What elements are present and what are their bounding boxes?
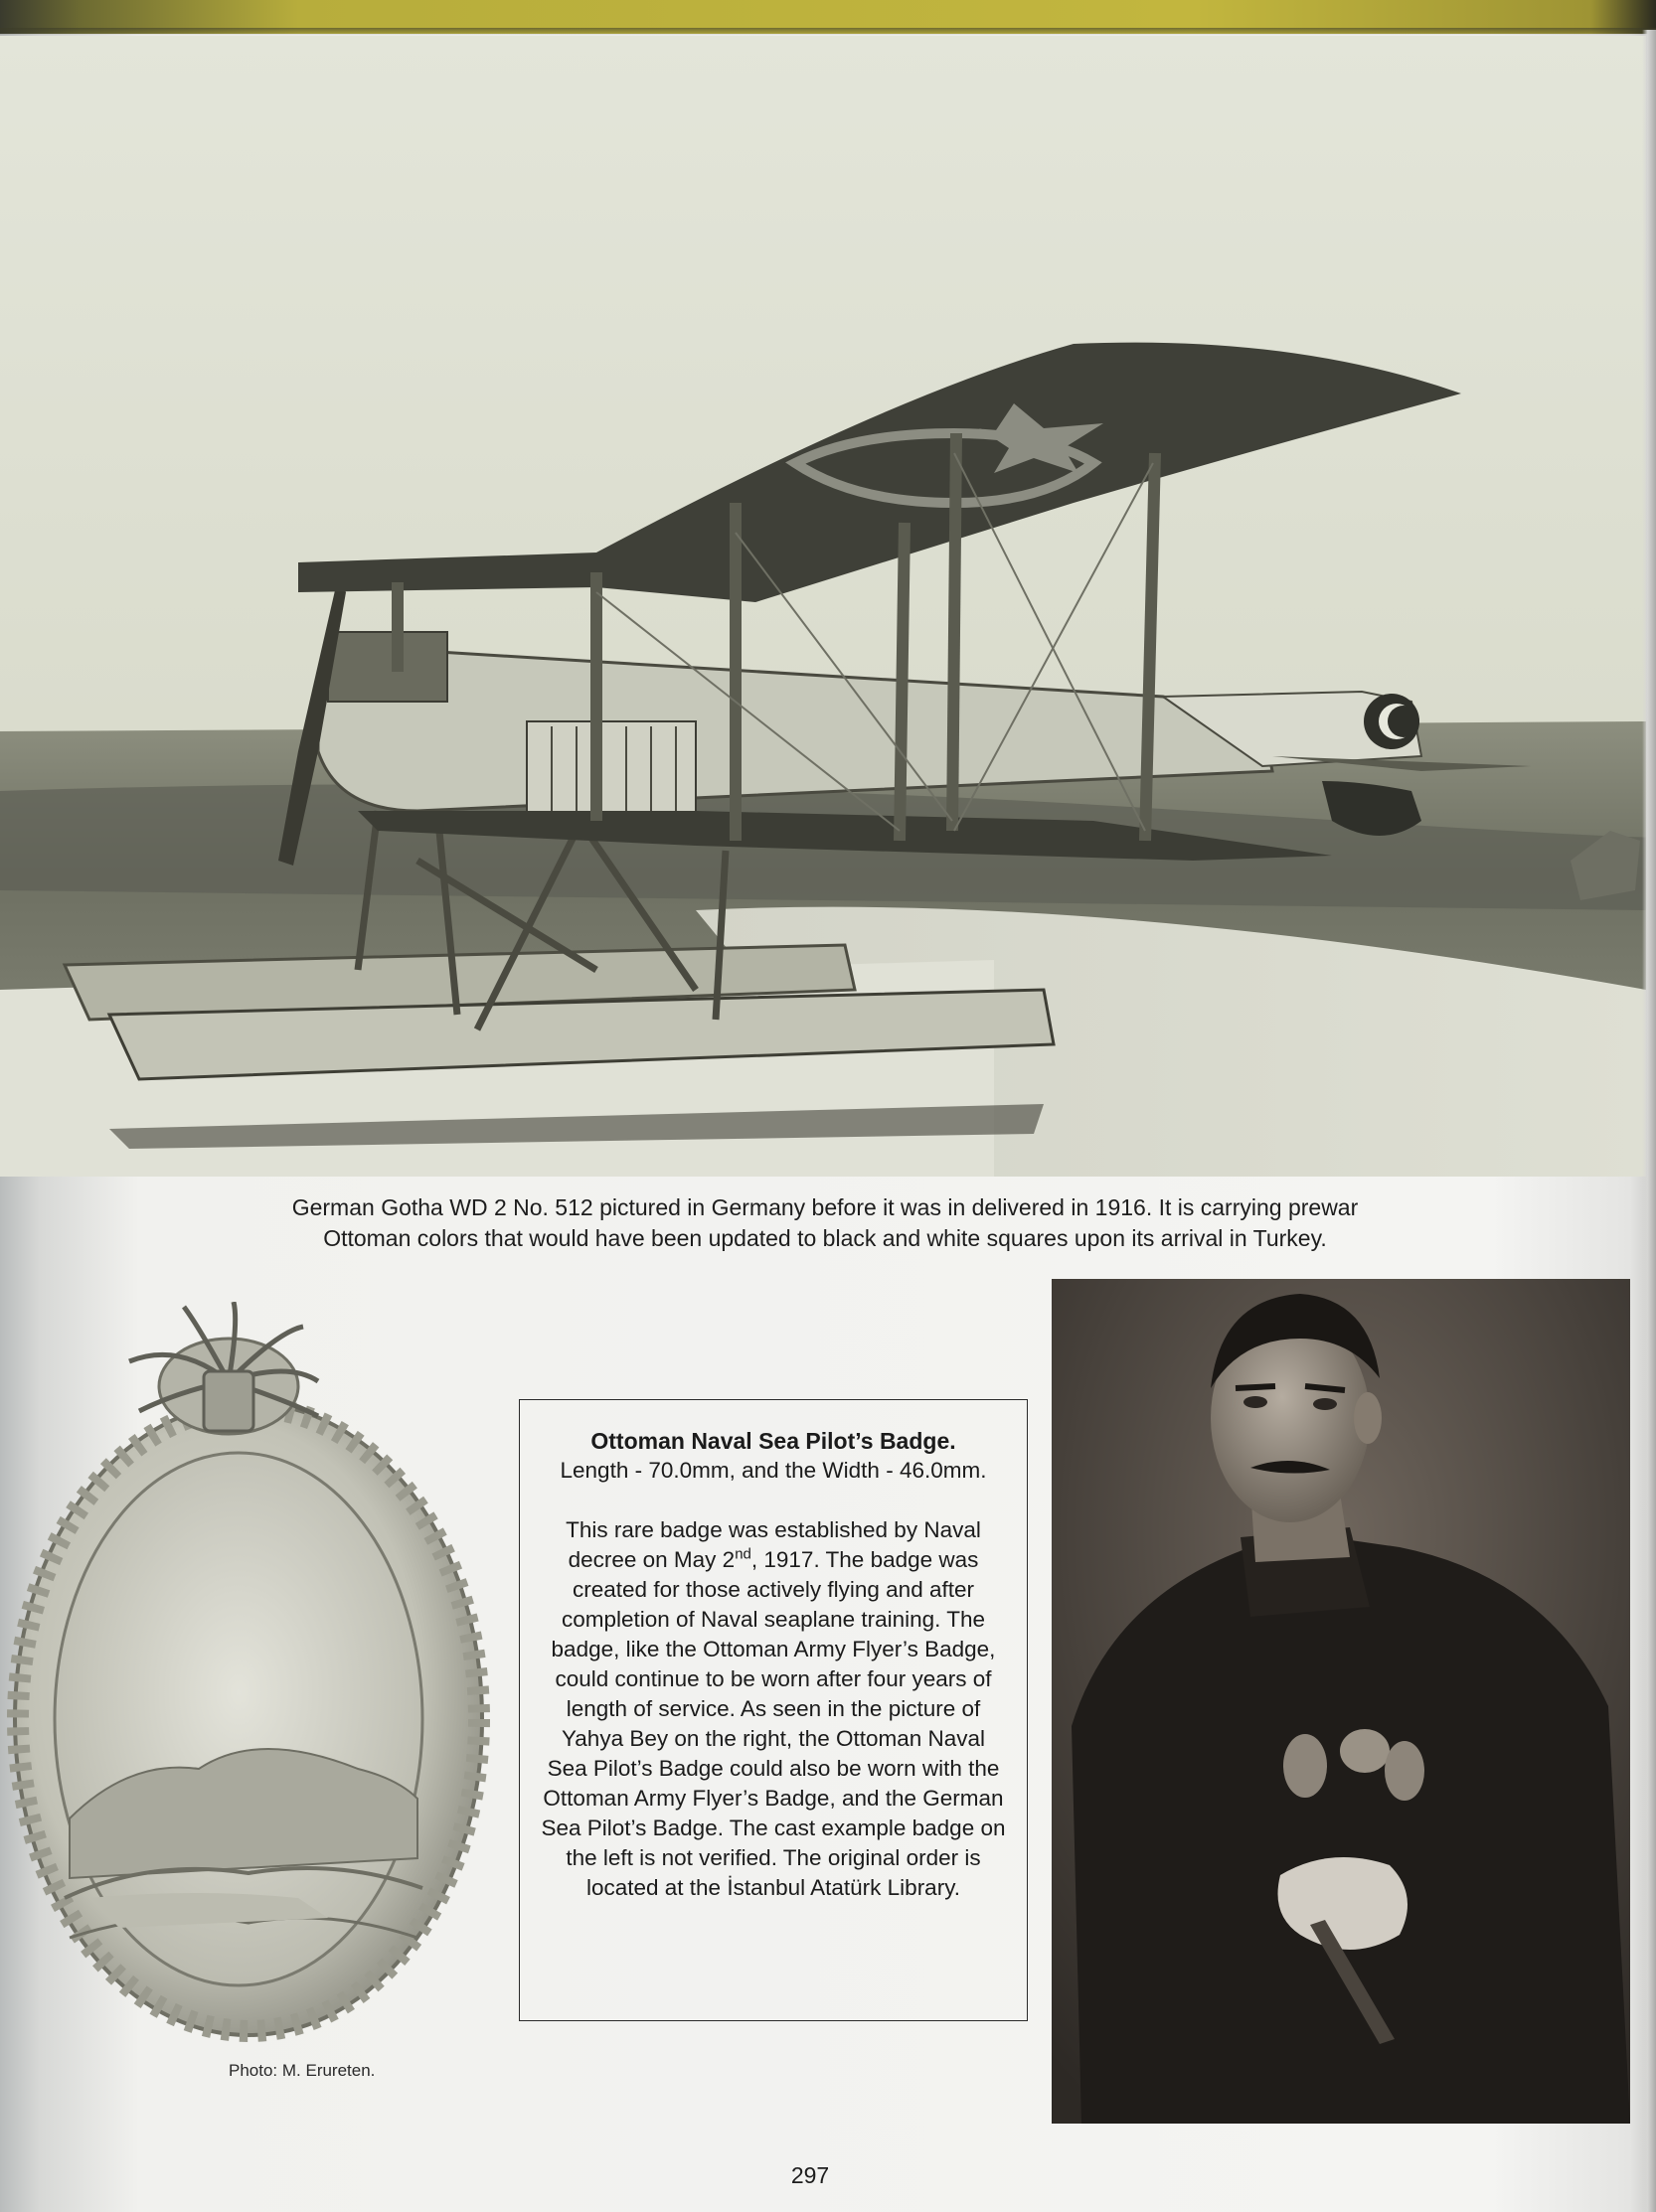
photo-caption	[139, 1192, 1511, 1254]
badge-dimensions: Length - 70.0mm, and the Width - 46.0mm.	[560, 1458, 987, 1483]
yahya-bey-portrait	[1052, 1279, 1630, 2124]
badge-title: Ottoman Naval Sea Pilot’s Badge.	[590, 1428, 956, 1454]
ordinal-suffix: nd	[735, 1545, 751, 1563]
badge-photo	[0, 1302, 497, 2047]
badge-description-rest: , 1917. The badge was created for those actively flying and after completion of Naval seaplane training. The badge, like the Ottoman Army Flyer’s Badge, could continue to be worn after four years of length of service. As seen in the picture of Yahya Bey on the right, the Ottoman Naval Sea Pilot’s Badge could also be worn with the Ottoman Army Flyer’s Badge, and the German Sea Pilot’s Badge. The cast example badge on the left is not verified. The original order is located at the İstanbul Atatürk Library.	[541, 1547, 1006, 1900]
caption-line-1: German Gotha WD 2 No. 512 pictured in Germany before it was in delivered in 1916. It is carrying prewar	[291, 1194, 1359, 1220]
badge-photo-credit: Photo: M. Erureten.	[229, 2061, 376, 2080]
badge-description	[540, 1515, 1007, 1903]
seaplane-photo	[0, 36, 1646, 1177]
page-gutter-shadow	[1642, 30, 1656, 2212]
page-number: 297	[790, 2162, 830, 2188]
badge-info-box	[519, 1399, 1028, 2021]
caption-line-2: Ottoman colors that would have been updated to black and white squares upon its arrival in Turkey.	[323, 1225, 1327, 1251]
badge-description-start: This rare badge was established by Naval decree on May 2	[566, 1517, 981, 1572]
book-edge-shadow	[0, 28, 1656, 36]
